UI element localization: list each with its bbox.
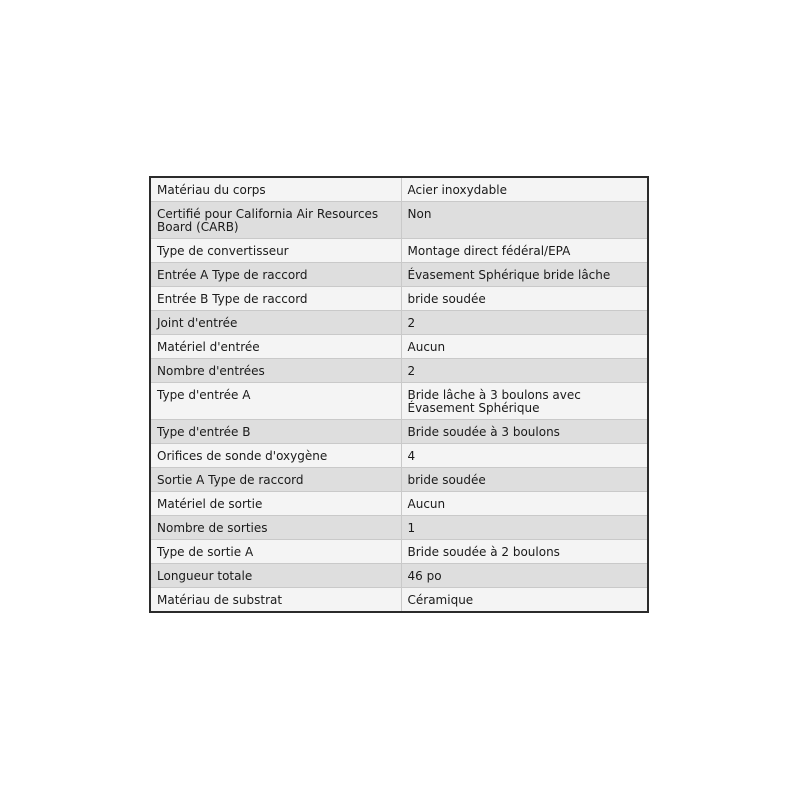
spec-label: Matériau de substrat — [151, 588, 401, 612]
spec-value: 46 po — [401, 564, 647, 588]
table-row — [151, 287, 647, 311]
spec-table-container — [149, 176, 649, 613]
spec-value: Acier inoxydable — [401, 178, 647, 202]
table-row — [151, 359, 647, 383]
spec-value: bride soudée — [401, 468, 647, 492]
spec-value: Non — [401, 202, 647, 239]
spec-value: 2 — [401, 311, 647, 335]
table-row — [151, 564, 647, 588]
spec-value: Bride soudée à 2 boulons — [401, 540, 647, 564]
spec-label: Matériau du corps — [151, 178, 401, 202]
spec-label: Matériel de sortie — [151, 492, 401, 516]
table-row — [151, 335, 647, 359]
spec-label: Orifices de sonde d'oxygène — [151, 444, 401, 468]
spec-value: Montage direct fédéral/EPA — [401, 239, 647, 263]
table-row — [151, 311, 647, 335]
table-row — [151, 383, 647, 420]
spec-value: 2 — [401, 359, 647, 383]
spec-value: Bride soudée à 3 boulons — [401, 420, 647, 444]
spec-value: Aucun — [401, 492, 647, 516]
spec-table-body — [151, 178, 647, 611]
spec-label: Nombre d'entrées — [151, 359, 401, 383]
spec-label: Certifié pour California Air Resources Board (CARB) — [151, 202, 401, 239]
spec-label: Entrée A Type de raccord — [151, 263, 401, 287]
table-row — [151, 588, 647, 612]
table-row — [151, 516, 647, 540]
spec-label: Type d'entrée A — [151, 383, 401, 420]
table-row — [151, 239, 647, 263]
table-row — [151, 540, 647, 564]
spec-label: Sortie A Type de raccord — [151, 468, 401, 492]
spec-label: Nombre de sorties — [151, 516, 401, 540]
spec-value: Bride lâche à 3 boulons avec Évasement Sphérique — [401, 383, 647, 420]
table-row — [151, 263, 647, 287]
spec-value: bride soudée — [401, 287, 647, 311]
spec-value: 1 — [401, 516, 647, 540]
spec-label: Longueur totale — [151, 564, 401, 588]
table-row — [151, 468, 647, 492]
table-row — [151, 202, 647, 239]
spec-label: Joint d'entrée — [151, 311, 401, 335]
table-row — [151, 492, 647, 516]
spec-value: 4 — [401, 444, 647, 468]
table-row — [151, 444, 647, 468]
table-row — [151, 420, 647, 444]
spec-label: Matériel d'entrée — [151, 335, 401, 359]
spec-label: Type d'entrée B — [151, 420, 401, 444]
table-row — [151, 178, 647, 202]
spec-label: Type de sortie A — [151, 540, 401, 564]
spec-table — [151, 178, 647, 611]
spec-value: Céramique — [401, 588, 647, 612]
spec-label: Type de convertisseur — [151, 239, 401, 263]
spec-value: Aucun — [401, 335, 647, 359]
spec-value: Évasement Sphérique bride lâche — [401, 263, 647, 287]
spec-label: Entrée B Type de raccord — [151, 287, 401, 311]
